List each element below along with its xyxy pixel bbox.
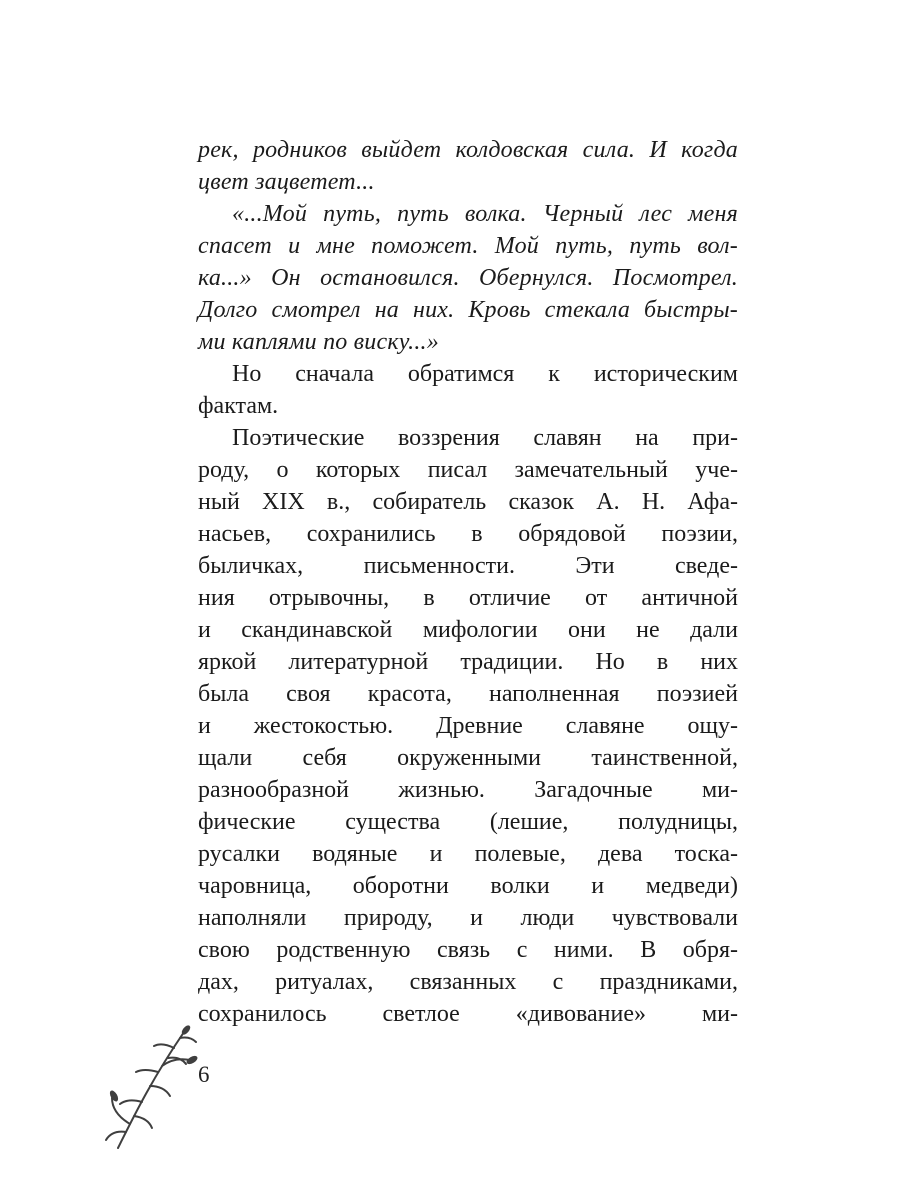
text-line: фические существа (лешие, полудницы, [198, 809, 738, 835]
twig-branch-icon [100, 1020, 200, 1155]
text-line: ка...» Он остановился. Обернулся. Посмотрел. [198, 265, 738, 291]
text-line: ния отрывочны, в отличие от античной [198, 585, 738, 611]
text-line: чаровница, оборотни волки и медведи) [198, 873, 738, 899]
text-line: рек, родников выйдет колдовская сила. И когда [198, 137, 738, 163]
text-line: фактам. [198, 393, 279, 419]
page-number: 6 [198, 1062, 210, 1087]
text-block [198, 134, 738, 1030]
text-line: Но сначала обратимся к историческим [232, 361, 738, 387]
text-line: разнообразной жизнью. Загадочные ми- [198, 777, 738, 803]
text-line: наполняли природу, и люди чувствовали [198, 905, 738, 931]
text-line: роду, о которых писал замечательный уче- [198, 457, 738, 483]
text-line: ный XIX в., собиратель сказок А. Н. Афа- [198, 489, 738, 515]
text-line: ми каплями по виску...» [198, 329, 439, 355]
text-line: яркой литературной традиции. Но в них [198, 649, 738, 675]
text-line: быличках, письменности. Эти сведе- [198, 553, 738, 579]
text-line: спасет и мне поможет. Мой путь, путь вол- [198, 233, 738, 259]
text-line: русалки водяные и полевые, дева тоска- [198, 841, 738, 867]
text-line: щали себя окруженными таинственной, [198, 745, 738, 771]
text-line: насьев, сохранились в обрядовой поэзии, [198, 521, 738, 547]
text-line: свою родственную связь с ними. В обря- [198, 937, 738, 963]
text-line: была своя красота, наполненная поэзией [198, 681, 738, 707]
text-line: Долго смотрел на них. Кровь стекала быстры- [198, 297, 738, 323]
text-line: Поэтические воззрения славян на при- [232, 425, 738, 451]
text-line: и скандинавской мифологии они не дали [198, 617, 738, 643]
text-line: цвет зацветет... [198, 169, 375, 195]
text-line: «...Мой путь, путь волка. Черный лес меня [232, 201, 738, 227]
text-line: дах, ритуалах, связанных с праздниками, [198, 969, 738, 995]
text-line: и жестокостью. Древние славяне ощу- [198, 713, 738, 739]
text-line: сохранилось светлое «дивование» ми- [198, 1001, 738, 1027]
